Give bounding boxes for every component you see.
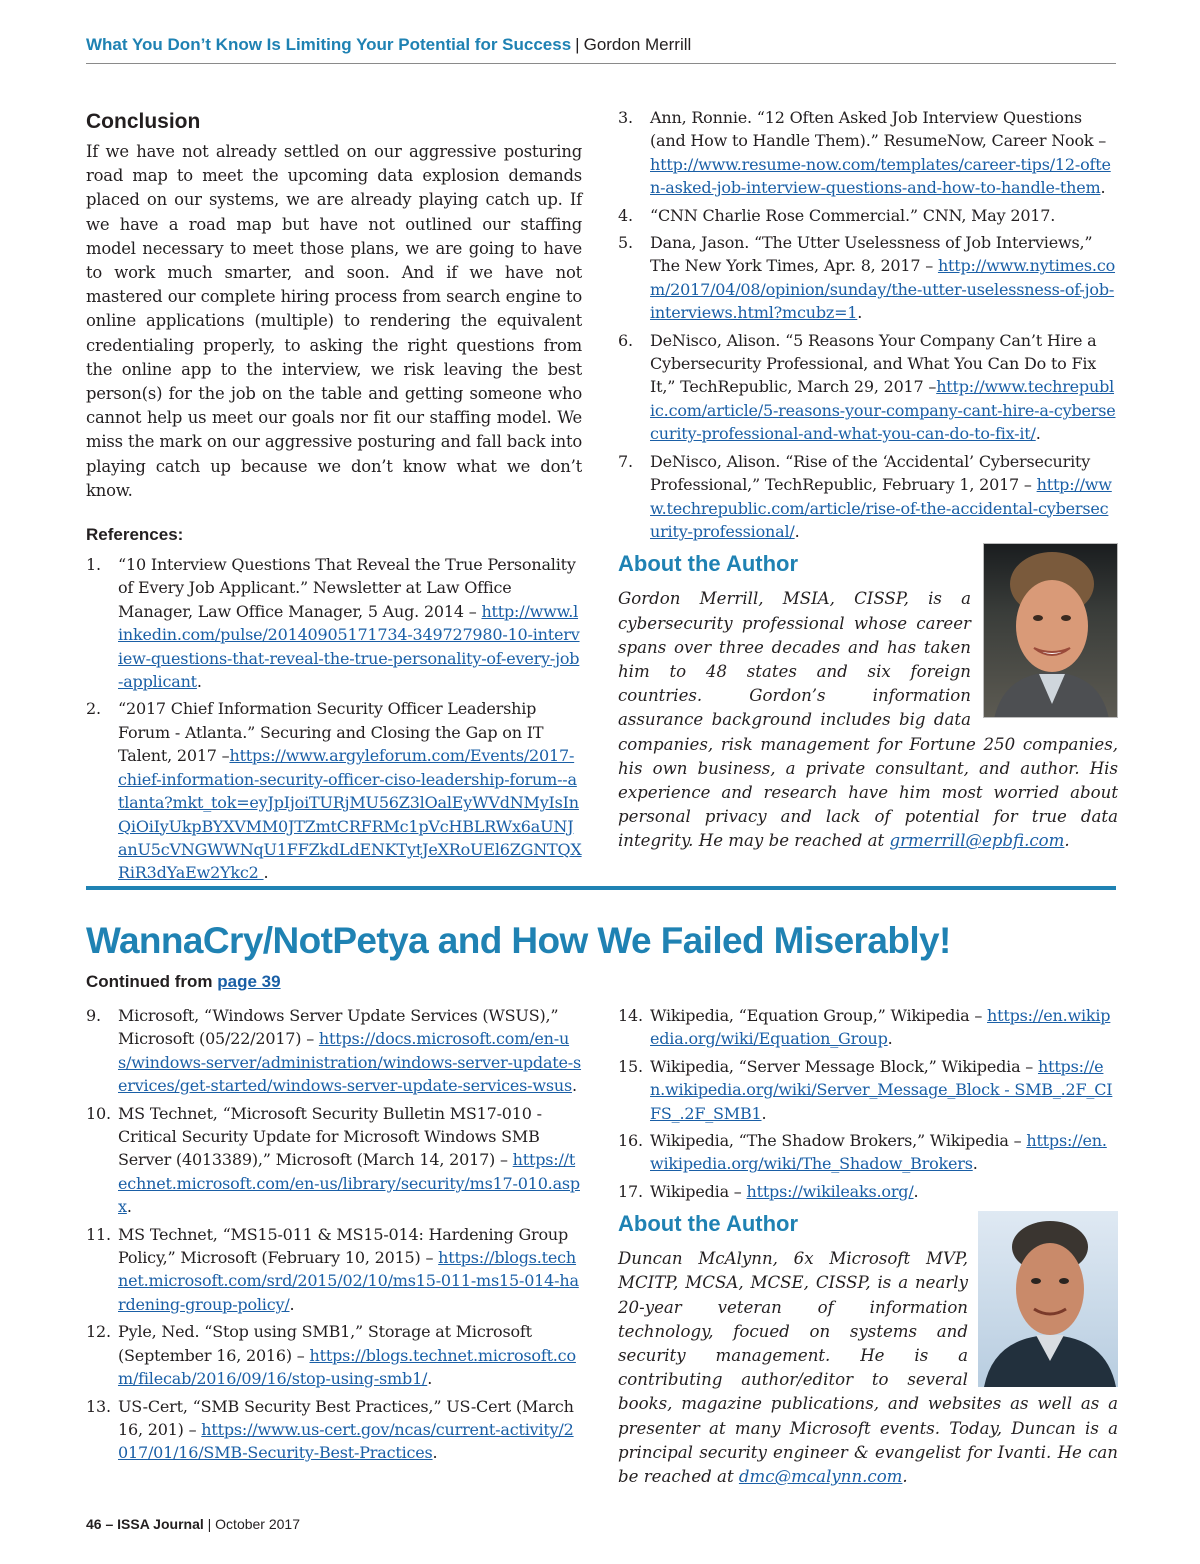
author-photo-duncan-mcalynn [978,1211,1118,1387]
reference-end: . [126,1197,132,1217]
reference-number: 15. [618,1056,643,1076]
reference-end: . [1035,424,1041,444]
footer-page-label: 46 – ISSA Journal [86,1516,204,1532]
reference-link[interactable]: http://www.techrepublic.com/article/rise-of-the-accidental-cybersecurity-professional/ [650,475,1112,541]
reference-number: 17. [618,1181,643,1201]
reference-end: . [289,1294,295,1314]
reference-end: . [196,672,202,692]
footer-date: October 2017 [215,1516,301,1532]
references-right-column [618,106,1118,854]
reference-link[interactable]: https://blogs.technet.microsoft.com/srd/2015/02/10/ms15-011-ms15-014-hardening-group-policy/ [118,1248,579,1314]
reference-number: 11. [86,1224,111,1244]
conclusion-column [86,110,582,889]
article-title: WannaCry/NotPetya and How We Failed Miserably! [86,920,951,961]
reference-text: Wikipedia, “Equation Group,” Wikipedia – [650,1006,988,1025]
reference-link[interactable]: https://docs.microsoft.com/en-us/windows-server/administration/windows-server-update-services/get-started/windows-server-update-services-wsus [118,1029,582,1096]
about-author-end-2: . [902,1467,908,1487]
references-heading: References: [86,525,184,545]
reference-text: Wikipedia – [650,1181,747,1201]
page-footer [86,1516,300,1532]
reference-text: DeNisco, Alison. “Rise of the ‘Accidental’ Cybersecurity Professional,” TechRepublic, February 1, 2017 – [650,451,1091,495]
header-separator: | [575,35,580,54]
reference-text: Pyle, Ned. “Stop using SMB1,” Storage at Microsoft (September 16, 2016) – [118,1322,532,1365]
reference-number: 5. [618,233,633,253]
conclusion-heading: Conclusion [86,110,201,133]
section-divider [86,886,1116,890]
reference-link[interactable]: https://blogs.technet.microsoft.com/filecab/2016/09/16/stop-using-smb1/ [118,1345,576,1389]
reference-text: MS Technet, “MS15-011 & MS15-014: Hardening Group Policy,” Microsoft (February 10, 2015) – [118,1224,569,1268]
references-bottom-right-column [618,1004,1118,1489]
reference-item [618,204,1118,227]
reference-end: . [263,863,269,883]
reference-number: 3. [618,108,633,127]
reference-text: Microsoft, “Windows Server Update Services (WSUS),” Microsoft (05/22/2017) – [118,1006,559,1049]
reference-link[interactable]: http://www.techrepublic.com/article/5-reasons-your-company-cant-hire-a-cybersecurity-professional-and-what-you-can-do-to-fix-it/ [650,377,1116,444]
continued-from [86,972,281,992]
reference-item [618,1129,1118,1176]
reference-text: “CNN Charlie Rose Commercial.” CNN, May 2017. [650,205,1056,225]
reference-item [618,231,1118,325]
author-email-link-2[interactable]: dmc@mcalynn.com [738,1467,903,1487]
reference-link[interactable]: http://www.resume-now.com/templates/career-tips/12-often-asked-job-interview-questions-and-how-to-handle-them [650,154,1111,198]
reference-text: MS Technet, “Microsoft Security Bulletin MS17-010 - Critical Security Update for Microsoft Windows SMB Server (4013389),” Microsoft (March 14, 2017) – [118,1103,542,1170]
portrait-illustration [984,544,1118,718]
reference-end: . [1100,178,1106,198]
reference-end: . [572,1076,577,1096]
reference-end: . [972,1154,978,1174]
reference-end: . [857,303,863,323]
reference-number: 7. [618,451,633,471]
reference-number: 4. [618,205,633,225]
continued-page-link[interactable]: page 39 [217,972,281,991]
portrait-illustration-2 [978,1211,1118,1387]
reference-item [86,1223,582,1317]
references-list-bottom-left [86,1004,582,1465]
about-author-heading: About the Author [618,551,799,577]
reference-number: 6. [618,330,633,350]
reference-number: 12. [86,1322,111,1342]
reference-link[interactable]: https://en.wikipedia.org/wiki/The_Shadow_Brokers [650,1131,1107,1174]
reference-item [618,1180,1118,1203]
reference-number: 10. [86,1103,111,1123]
reference-number: 13. [86,1396,111,1416]
reference-item [618,450,1118,544]
reference-text: Ann, Ronnie. “12 Often Asked Job Interview Questions (and How to Handle Them).” ResumeNow, Career Nook – [650,108,1107,151]
conclusion-body: If we have not already settled on our aggressive posturing road map to meet the upcoming data explosion demands placed on our systems, we are already playing catch up. If we have a road map but have not outlined our staffing model necessary to meet those plans, we are going to have to work much smarter, and soon. And if we have not mastered our complete hiring process from search engine to online applications (multiple) to rendering the equivalent credentialing properly, to asking the right questions from the online app to the interview, we risk leaving the best person(s) for the job on the table and getting someone who cannot help us meet our goals nor fit our staffing model. We miss the mark on our aggressive posturing and fall back into playing catch up because we don’t know what we don’t know. [86,142,582,500]
header-author: Gordon Merrill [583,35,692,54]
author-photo-gordon-merrill [983,543,1118,718]
reference-end: . [913,1181,919,1201]
reference-link[interactable]: https://en.wikipedia.org/wiki/Equation_Group [650,1006,1111,1049]
reference-link[interactable]: http://www.linkedin.com/pulse/20140905171734-349727980-10-interview-questions-that-reveal-the-true-personality-of-every-job-applicant [118,601,580,692]
reference-item [618,329,1118,446]
reference-link[interactable]: https://technet.microsoft.com/en-us/library/security/ms17-010.aspx [118,1150,580,1217]
reference-link[interactable]: https://en.wikipedia.org/wiki/Server_Message_Block - SMB_.2F_CIFS_.2F_SMB1 [650,1056,1113,1123]
continued-prefix: Continued from [86,972,218,991]
author-email-link[interactable]: grmerrill@epbfi.com [889,831,1065,851]
reference-link[interactable]: https://wikileaks.org/ [746,1181,914,1201]
reference-text: Dana, Jason. “The Utter Uselessness of Job Interviews,” The New York Times, Apr. 8, 2017 – [650,233,1093,276]
references-list-bottom-right [618,1004,1118,1203]
references-bottom-left-column [86,1004,582,1469]
about-author-text: Gordon Merrill, MSIA, CISSP, is a cybersecurity professional whose career spans over three decades and has taken him to 48 states and six foreign countries. Gordon’s information assurance background includes big data companies, risk management for Fortune 250 companies, his own business, a private consultant, and author. His experience and research have him most worried about personal privacy and lack of potential for true data integrity. He may be reached at [618,589,1118,851]
reference-item [618,106,1118,200]
header-article-title: What You Don’t Know Is Limiting Your Potential for Success [86,35,572,54]
reference-text: DeNisco, Alison. “5 Reasons Your Company Can’t Hire a Cybersecurity Professional, and What You Can Do to Fix It,” TechRepublic, March 29, 2017 – [650,330,1097,397]
reference-number: 14. [618,1006,643,1025]
reference-text: “10 Interview Questions That Reveal the True Personality of Every Job Applicant.” Newsletter at Law Office Manager, Law Office Manager, 5 Aug. 2014 – [118,555,576,621]
footer-separator: | [207,1516,212,1532]
reference-number: 16. [618,1131,643,1151]
reference-end: . [761,1103,767,1123]
reference-end: . [794,521,800,541]
reference-item [618,1004,1118,1051]
reference-item [618,1055,1118,1125]
references-list-top-left [86,553,582,885]
reference-end: . [427,1369,433,1389]
reference-link[interactable]: https://www.us-cert.gov/ncas/current-activity/2017/01/16/SMB-Security-Best-Practices [118,1419,574,1463]
reference-link[interactable]: http://www.nytimes.com/2017/04/08/opinion/sunday/the-utter-uselessness-of-job-interviews.html?mcubz=1 [650,256,1116,323]
references-list-top-right [618,106,1118,543]
reference-number: 9. [86,1006,101,1025]
reference-item [86,1102,582,1219]
reference-text: US-Cert, “SMB Security Best Practices,” US-Cert (March 16, 201) – [118,1396,574,1439]
reference-item [86,1395,582,1465]
reference-link[interactable]: https://www.argyleforum.com/Events/2017-chief-information-security-officer-ciso-leadership-forum--atlanta?mkt_tok=eyJpIjoiTURjMU56Z3lOalEyWVdNMyIsInQiOiIyUkpBYXVMM0JTZmtCRFRMc1pVcHBLRWx6aUNJanU5cVNGWWNqU1FFZkdLdENKTytJeXRoUEl6ZGNTQXRiR3dYaEw2Ykc2 [118,746,582,883]
reference-end: . [432,1443,438,1463]
about-author-heading-2: About the Author [618,1211,799,1237]
reference-item [86,553,582,693]
reference-text: Wikipedia, “The Shadow Brokers,” Wikipedia – [650,1131,1027,1151]
reference-number: 1. [86,555,101,575]
reference-item [86,1320,582,1390]
reference-number: 2. [86,699,101,719]
reference-text: Wikipedia, “Server Message Block,” Wikipedia – [650,1056,1038,1076]
about-author-text-2: Duncan McAlynn, 6x Microsoft MVP, MCITP, MCSA, MCSE, CISSP, is a nearly 20-year veteran of information technology, focued on systems and security management. He is a contributing author/editor to several books, magazine publications, and websites as well as a presenter at many Microsoft events. Today, Duncan is a principal security engineer & evangelist for Ivanti. He can be reached at [618,1249,1118,1487]
about-author-end: . [1064,831,1070,851]
reference-item [86,697,582,884]
reference-item [86,1004,582,1098]
reference-end: . [887,1029,893,1049]
reference-text: “2017 Chief Information Security Officer Leadership Forum - Atlanta.” Securing and Closing the Gap on IT Talent, 2017 – [118,699,544,766]
running-header [86,34,1116,64]
